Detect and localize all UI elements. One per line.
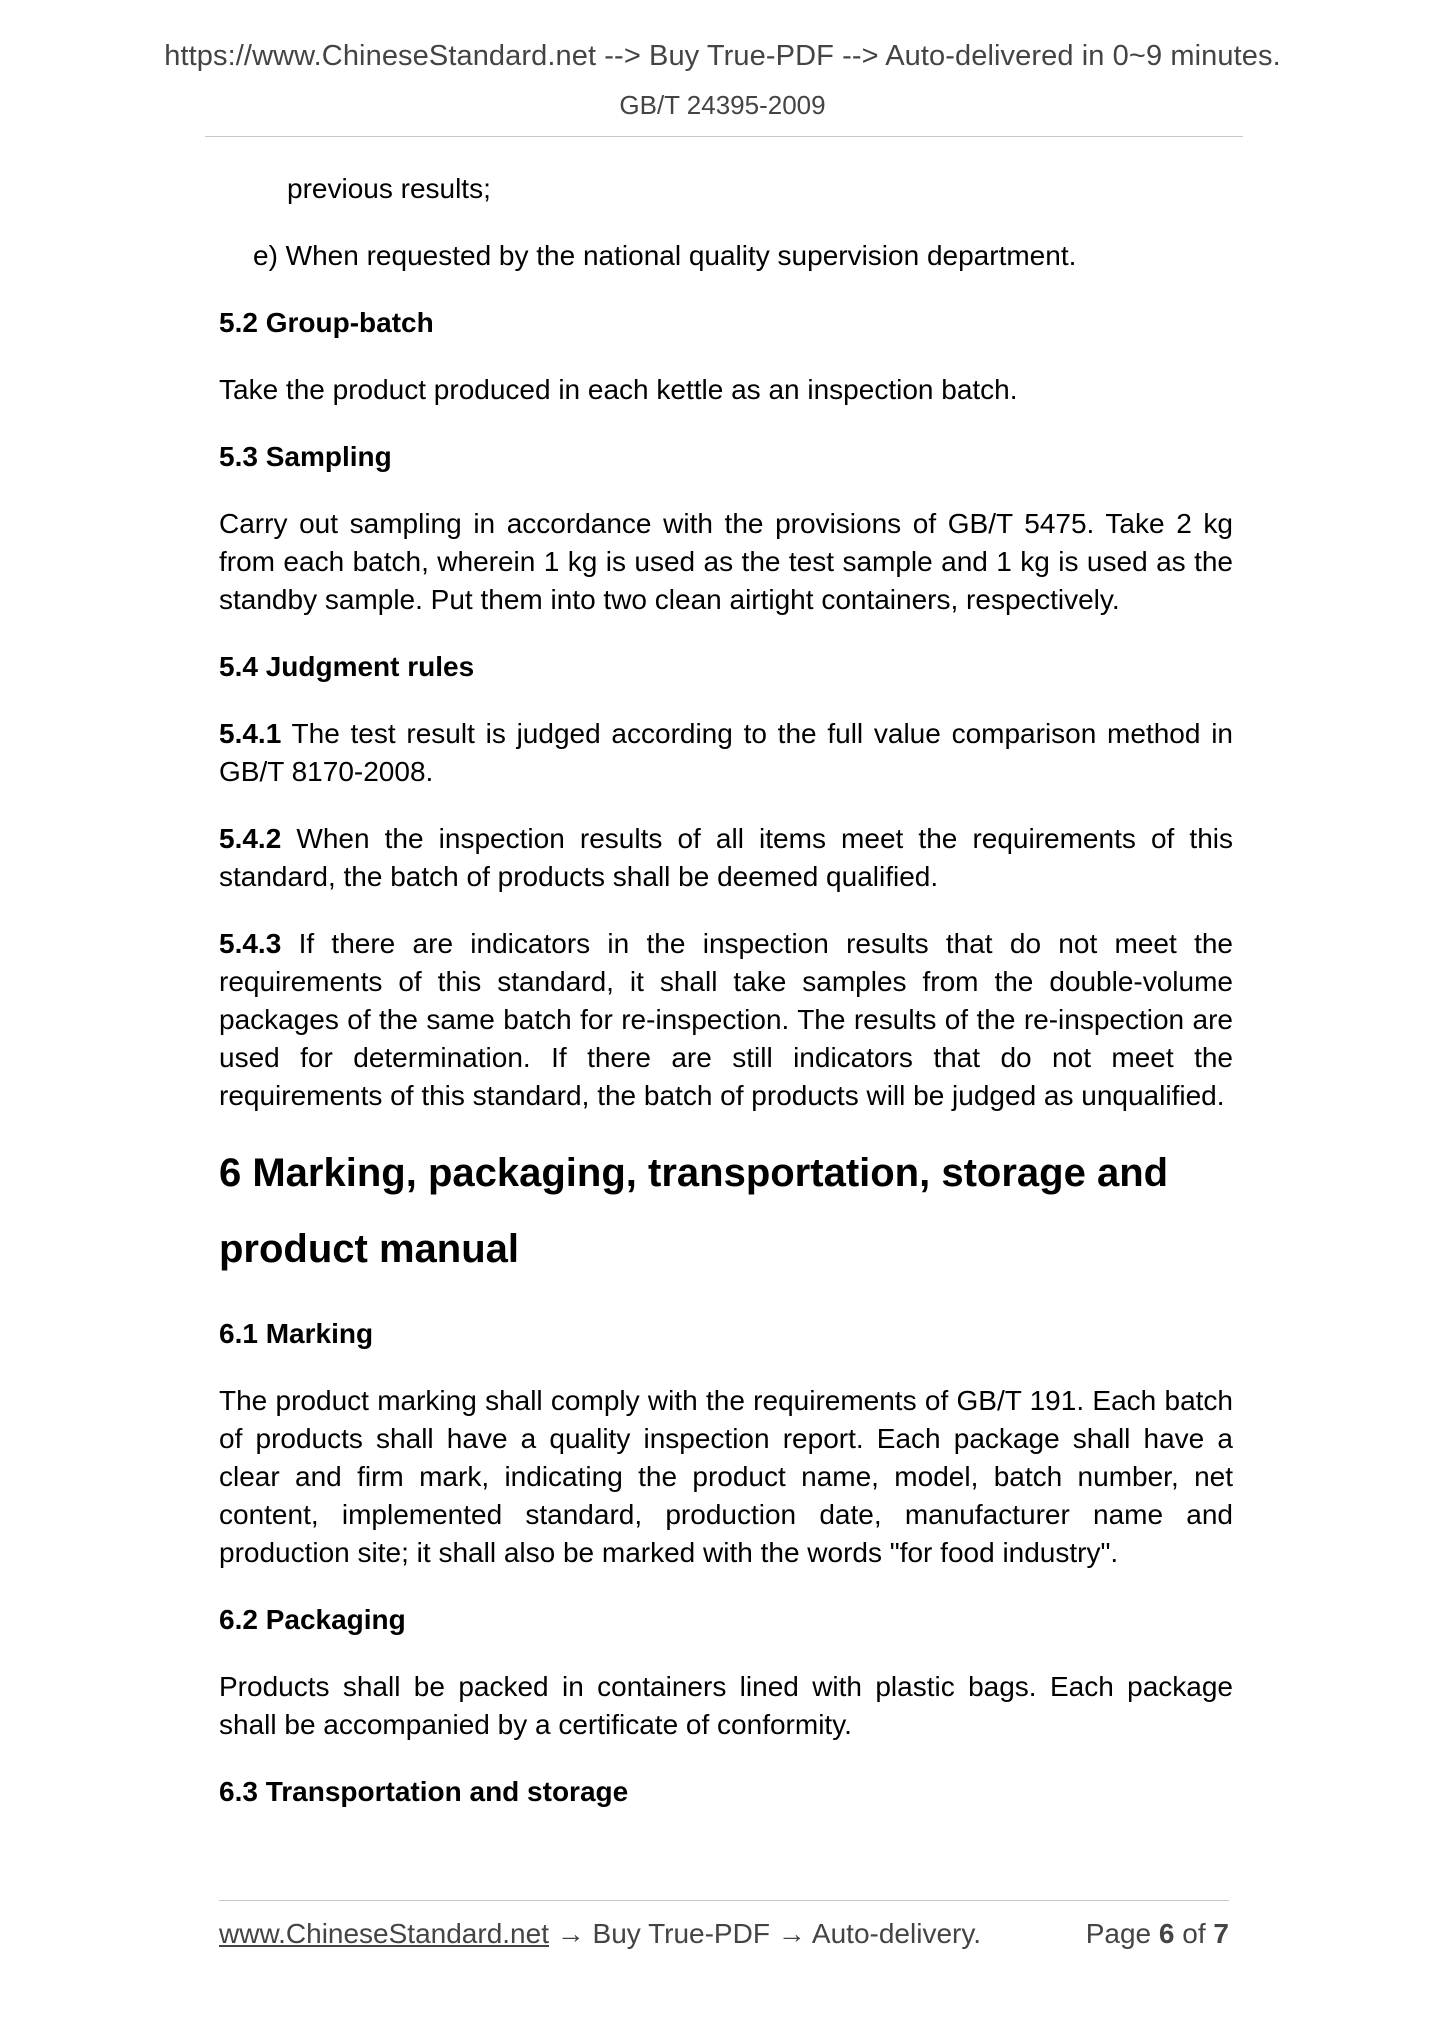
section-5-2-heading: 5.2 Group-batch — [219, 307, 434, 338]
section-5-3-text: Carry out sampling in accordance with the provisions of GB/T 5475. Take 2 kg from each batch, wherein 1 kg is used as the test sample and 1 kg is used as the standby sample. Put them into two clean airtight containers, respectively. — [219, 508, 1233, 615]
page-number — [1086, 1918, 1229, 1950]
page-label: Page — [1085, 1918, 1152, 1949]
clause-5-4-1-number: 5.4.1 — [219, 718, 282, 749]
continuation-line: previous results; — [287, 173, 491, 204]
page-footer — [219, 1918, 1229, 1954]
section-6-1-text: The product marking shall comply with the requirements of GB/T 191. Each batch of products shall have a quality inspection report. Each package shall have a clear and firm mark, indicating the product name, model, batch number, net content, implemented standard, production date, manufacturer name and production site; it shall also be marked with the words "for food industry". — [219, 1385, 1233, 1568]
section-6-2-heading: 6.2 Packaging — [219, 1604, 406, 1635]
chapter-6-heading: 6 Marking, packaging, transportation, storage and product manual — [219, 1151, 1169, 1271]
clause-5-4-1 — [219, 715, 1233, 791]
clause-5-4-3-number: 5.4.3 — [219, 928, 282, 959]
clause-5-4-3-text: If there are indicators in the inspection results that do not meet the requirements of this standard, it shall take samples from the double-volume packages of the same batch for re-inspection. The results of the re-inspection are used for determination. If there are still indicators that do not meet the requirements of this standard, the batch of products will be judged as unqualified. — [219, 928, 1233, 1111]
list-item-e: e) When requested by the national quality supervision department. — [253, 240, 1077, 271]
footer-promo-text: → Buy True-PDF → Auto-delivery. — [548, 1918, 982, 1949]
section-5-2-text: Take the product produced in each kettle as an inspection batch. — [219, 374, 1018, 405]
section-5-4-heading: 5.4 Judgment rules — [219, 651, 475, 682]
page-total: 7 — [1213, 1918, 1229, 1949]
footer-site-link[interactable]: www.ChineseStandard.net — [219, 1918, 549, 1949]
section-6-1-heading: 6.1 Marking — [219, 1318, 374, 1349]
section-5-3-heading: 5.3 Sampling — [219, 441, 392, 472]
page-current: 6 — [1158, 1918, 1175, 1949]
clause-5-4-2 — [219, 820, 1233, 896]
section-6-3-heading: 6.3 Transportation and storage — [219, 1776, 629, 1807]
page-of-label: of — [1182, 1918, 1206, 1949]
section-6-2-text: Products shall be packed in containers lined with plastic bags. Each package shall be accompanied by a certificate of conformity. — [219, 1671, 1233, 1740]
clause-5-4-1-text: The test result is judged according to the full value comparison method in GB/T 8170-2008. — [219, 718, 1233, 787]
clause-5-4-3 — [219, 925, 1233, 1115]
header-divider — [205, 136, 1243, 137]
clause-5-4-2-text: When the inspection results of all items meet the requirements of this standard, the batch of products shall be deemed qualified. — [219, 823, 1233, 892]
clause-5-4-2-number: 5.4.2 — [219, 823, 282, 854]
header-standard-id: GB/T 24395-2009 — [619, 90, 826, 120]
footer-divider — [219, 1900, 1229, 1901]
footer-promo — [219, 1918, 981, 1950]
page-content — [219, 170, 1233, 1811]
header-url-line: https://www.ChineseStandard.net --> Buy True-PDF --> Auto-delivered in 0~9 minutes. — [164, 40, 1281, 72]
